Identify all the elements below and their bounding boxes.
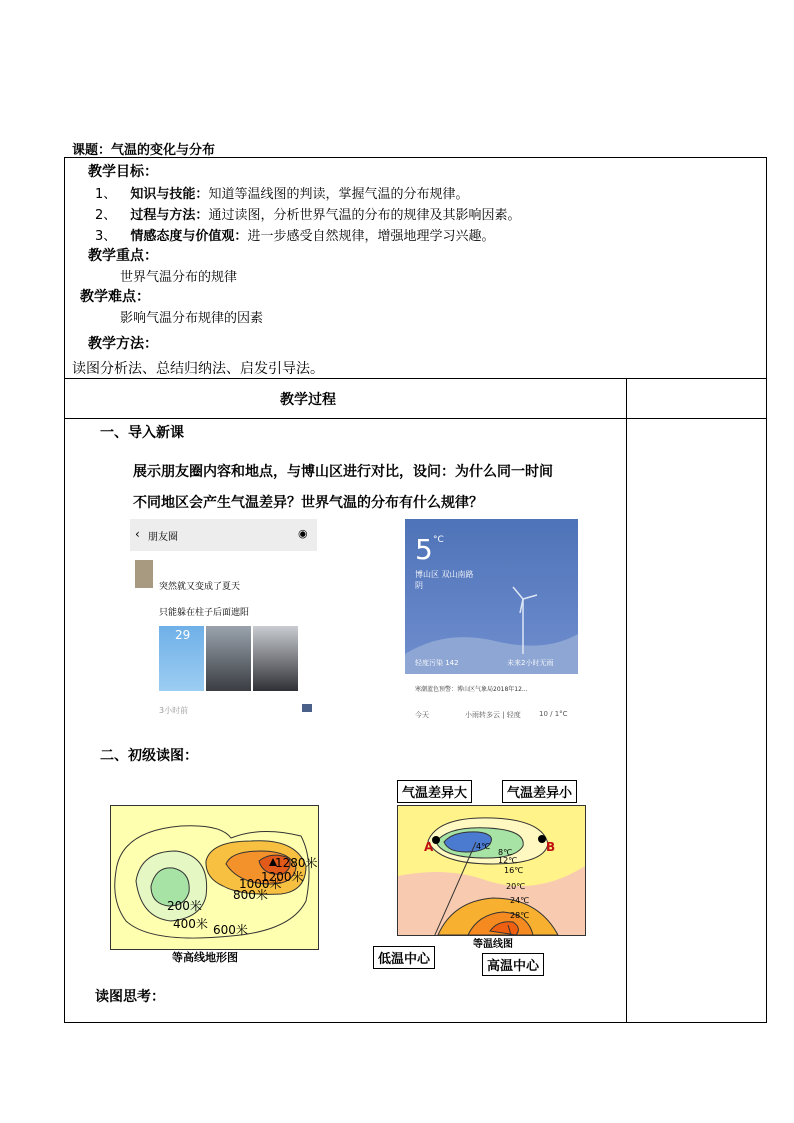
goal-number: 3、 xyxy=(95,229,117,244)
post-caption: 只能躲在柱子后面遮阳 xyxy=(159,608,250,618)
label-small-difference: 气温差异小 xyxy=(502,780,577,803)
isotherm-label: 8℃ xyxy=(498,848,513,857)
contour-label: 1280米 xyxy=(275,856,318,870)
goal-label: 知识与技能： xyxy=(130,187,209,202)
column-divider xyxy=(626,378,627,1023)
post-time: 3小时前 xyxy=(159,706,189,715)
isotherm-map xyxy=(397,805,586,936)
weather-panel xyxy=(405,519,578,674)
label-large-difference: 气温差异大 xyxy=(397,780,472,803)
goal-text: 进一步感受自然规律，增强地理学习兴趣。 xyxy=(247,229,495,244)
camera-icon: ◉ xyxy=(298,527,308,540)
weather-condition: 阴 xyxy=(415,581,423,590)
label-high-center: 高温中心 xyxy=(482,953,544,976)
contour-label: 1000米 xyxy=(239,877,282,891)
goal-item xyxy=(95,225,494,244)
contour-map xyxy=(110,805,319,950)
isotherm-label: 24℃ xyxy=(510,896,530,905)
moments-screenshot xyxy=(130,519,317,721)
weather-alert: 寒潮蓝色预警：博山区气象局2018年12... xyxy=(415,686,528,693)
method-text: 读图分析法、总结归纳法、启发引导法。 xyxy=(72,361,324,377)
key-text: 世界气温分布的规律 xyxy=(120,270,238,285)
isotherm-label: 28℃ xyxy=(510,911,530,920)
contour-label: 1200米 xyxy=(261,870,304,884)
goal-label: 过程与方法： xyxy=(130,208,209,223)
photo-temp: 29 xyxy=(175,628,191,642)
goal-item xyxy=(95,183,468,202)
reading-thinking-heading: 读图思考： xyxy=(95,989,165,1005)
avatar xyxy=(135,560,153,588)
intro-question-line2: 不同地区会产生气温差异？世界气温的分布有什么规律？ xyxy=(133,495,483,511)
difficulty-text: 影响气温分布规律的因素 xyxy=(120,311,264,326)
isotherm-map-caption: 等温线图 xyxy=(473,939,513,950)
today-condition: 小雨转多云 | 轻度 xyxy=(465,711,521,719)
goals-heading: 教学目标： xyxy=(88,164,158,180)
aqi-text: 轻度污染 142 xyxy=(415,659,459,667)
contour-label: 800米 xyxy=(233,888,268,902)
goal-text: 通过读图，分析世界气温的分布的规律及其影响因素。 xyxy=(208,208,521,223)
isotherm-lines xyxy=(398,806,585,935)
comment-icon xyxy=(302,704,312,712)
weather-location: 博山区 双山南路 xyxy=(415,570,474,579)
today-label: 今天 xyxy=(415,711,429,719)
point-b: B xyxy=(546,840,556,854)
label-low-center: 低温中心 xyxy=(373,946,435,969)
contour-label: 200米 xyxy=(167,899,202,913)
contour-map-caption: 等高线地形图 xyxy=(172,951,238,964)
section-reading-heading: 二、初级读图： xyxy=(100,748,198,764)
goal-label: 情感态度与价值观： xyxy=(130,229,248,244)
goal-text: 知道等温线图的判读，掌握气温的分布规律。 xyxy=(208,187,469,202)
goal-number: 1、 xyxy=(95,187,117,202)
contour-label: 400米 xyxy=(173,917,208,931)
weather-temp: 5 xyxy=(415,533,433,566)
moments-header xyxy=(130,519,317,551)
difficulty-heading: 教学难点： xyxy=(80,289,150,305)
goal-number: 2、 xyxy=(95,208,117,223)
back-icon: ‹ xyxy=(135,527,140,541)
method-heading: 教学方法： xyxy=(88,336,158,352)
row-divider xyxy=(65,378,766,379)
photo-pillar xyxy=(253,626,298,691)
intro-question-line1: 展示朋友圈内容和地点，与博山区进行对比，设问：为什么同一时间 xyxy=(133,464,553,480)
section-intro-heading: 一、导入新课 xyxy=(100,425,184,441)
isotherm-label: 4℃ xyxy=(476,842,491,851)
process-heading: 教学过程 xyxy=(280,392,336,408)
contour-label: 600米 xyxy=(213,923,248,937)
weather-screenshot xyxy=(405,519,578,722)
today-range: 10 / 1°C xyxy=(539,710,568,718)
goal-item xyxy=(95,204,520,223)
key-heading: 教学重点： xyxy=(88,248,158,264)
isotherm-label: 12℃ xyxy=(498,856,518,865)
isotherm-label: 16℃ xyxy=(504,866,524,875)
photo-weather xyxy=(159,626,204,691)
row-divider xyxy=(65,418,766,419)
post-text: 突然就又变成了夏天 xyxy=(159,582,241,592)
isotherm-label: 20℃ xyxy=(506,882,526,891)
moments-title: 朋友圈 xyxy=(148,532,178,543)
weather-unit: °C xyxy=(433,535,444,545)
rain-text: 未来2小时无雨 xyxy=(507,659,554,667)
photo-building xyxy=(206,626,251,691)
point-a: A xyxy=(424,840,434,854)
lesson-title: 课题：气温的变化与分布 xyxy=(72,143,216,158)
